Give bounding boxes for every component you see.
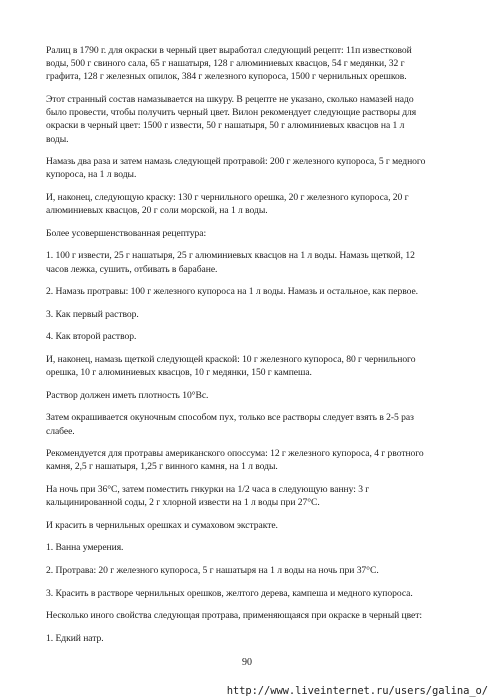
text-line: воды. (46, 133, 69, 145)
text-line: кальцинированной соды, 2 г хлорной извести на 1 л воды при 27°С. (46, 497, 320, 509)
text-line: слабее. (46, 425, 75, 437)
text-line: 1. 100 г извести, 25 г нашатыря, 25 г алюминиевых квасцов на 1 л воды. Намазь щеткой, 12 (46, 250, 415, 262)
text-line: 1. Ванна умерения. (46, 542, 124, 554)
paragraph (46, 541, 458, 554)
paragraph (46, 632, 458, 645)
paragraph (46, 564, 458, 577)
paragraph (46, 411, 458, 437)
text-line: Затем окрашивается окуночным способом пух, только все растворы следует взять в 2-5 раз (46, 412, 414, 424)
text-line: часов лежка, сушить, отбивать в барабане. (46, 263, 218, 275)
paragraph (46, 519, 458, 532)
paragraph (46, 587, 458, 600)
paragraph (46, 447, 458, 473)
text-line: было провести, чтобы получить черный цвет. Вилон рекомендует следующие растворы для (46, 107, 417, 119)
text-line: Несколько иного свойства следующая протрава, применяющаяся при окраске в черный цвет: (46, 610, 423, 622)
text-line: 4. Как второй раствор. (46, 331, 137, 343)
text-line: 3. Красить в растворе чернильных орешков, желтого дерева, кампеша и медного купороса. (46, 587, 413, 599)
paragraph (46, 308, 458, 321)
text-line: Рекомендуется для протравы американского опоссума: 12 г железного купороса, 4 г рвотного (46, 448, 424, 460)
paragraph (46, 227, 458, 240)
text-line: купороса, на 1 л воды. (46, 169, 137, 181)
paragraph (46, 483, 458, 509)
text-line: И, наконец, намазь щеткой следующей краской: 10 г железного купороса, 80 г чернильного (46, 353, 416, 365)
text-line: Раствор должен иметь плотность 10°Вс. (46, 389, 209, 401)
paragraph (46, 609, 458, 622)
text-line: Ралиц в 1790 г. для окраски в черный цвет выработал следующий рецепт: 11п известковой (46, 45, 412, 56)
paragraph (46, 191, 458, 217)
paragraph (46, 93, 458, 146)
paragraph (46, 155, 458, 181)
text-line: 3. Как первый раствор. (46, 308, 139, 320)
paragraph (46, 285, 458, 298)
page-number: 90 (242, 657, 252, 668)
text-line: Этот странный состав намазывается на шкуру. В рецепте не указано, сколько намазей надо (46, 94, 414, 105)
paragraph (46, 249, 458, 275)
document-body (46, 44, 458, 654)
text-line: На ночь при 36°С, затем поместить гнкурки на 1/2 часа в следующую ванну: 3 г (46, 483, 370, 495)
text-line: воды, 500 г свиного сала, 65 г нашатыря, 128 г алюминиевых квасцов, 54 г медянки, 32 г (46, 58, 405, 70)
text-line: 2. Намазь протравы: 100 г железного купороса на 1 л воды. Намазь и остальное, как первое. (46, 286, 419, 298)
text-line: Намазь два раза и затем намазь следующей протравой: 200 г железного купороса, 5 г медного (46, 156, 426, 168)
watermark-url: http://www.liveinternet.ru/users/galina_o/ (226, 685, 488, 697)
text-line: И, наконец, следующую краску: 130 г чернильного орешка, 20 г железного купороса, 20 г (46, 192, 409, 203)
text-line: камня, 2,5 г нашатыря, 1,25 г винного камня, на 1 л воды. (46, 461, 278, 473)
text-line: графита, 128 г железных опилок, 384 г железного купороса, 1500 г чернильных орешков. (46, 71, 407, 83)
paragraph (46, 353, 458, 379)
text-line: Более усовершенствованная рецептура: (46, 227, 207, 239)
text-line: 1. Едкий натр. (46, 632, 104, 644)
text-line: орешка, 10 г алюминиевых квасцов, 10 г медянки, 150 г кампеша. (46, 367, 312, 379)
text-line: И красить в чернильных орешках и сумаховом экстракте. (46, 519, 278, 531)
paragraph (46, 44, 458, 84)
text-line: окраски в черный цвет: 1500 г извести, 50 г нашатыря, 50 г алюминиевых квасцов на 1 л (46, 120, 405, 132)
text-line: алюминиевых квасцов, 20 г соли морской, на 1 л воды. (46, 205, 268, 217)
text-line: 2. Протрава: 20 г железного купороса, 5 г нашатыря на 1 л воды на ночь при 37°С. (46, 564, 379, 576)
paragraph (46, 389, 458, 402)
paragraph (46, 330, 458, 343)
